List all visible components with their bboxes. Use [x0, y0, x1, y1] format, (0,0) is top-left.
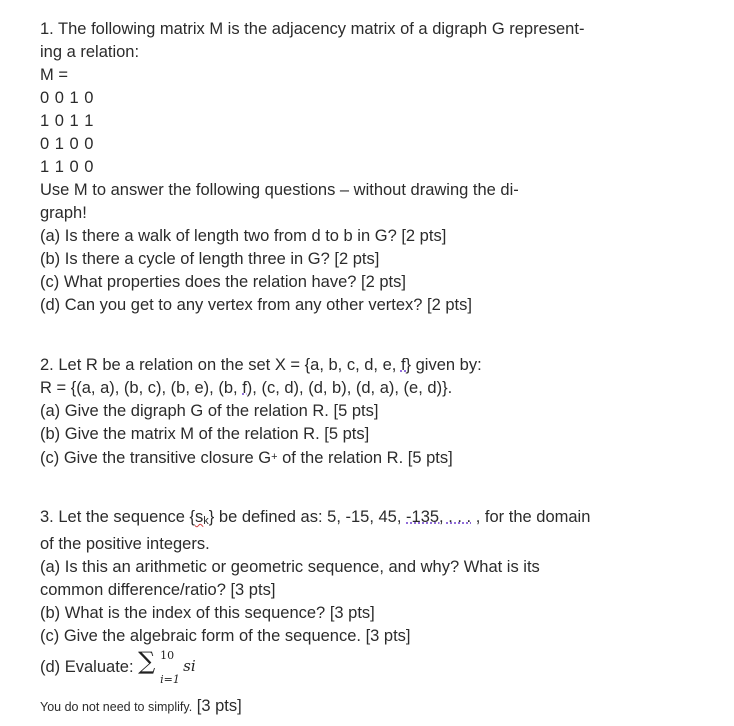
q2-part-c — [40, 446, 482, 470]
sum-term: si — [183, 657, 196, 675]
question-3 — [40, 506, 590, 719]
q2-relation — [40, 377, 482, 400]
q2-intro-text: 2. Let R be a relation on the set X = {a, b, c, d, e, — [40, 356, 401, 374]
q3-s: s — [195, 508, 204, 526]
adjacency-matrix — [40, 87, 584, 179]
sigma-symbol: ∑ — [138, 647, 156, 675]
q2-relation-pre: R = {(a, a), (b, c), (b, e), (b, — [40, 379, 243, 397]
q3-intro-post: , for the domain — [471, 508, 591, 526]
q3-intro-sequence-name — [195, 508, 209, 526]
q3-intro-line-2: of the positive integers. — [40, 535, 210, 553]
q1-intro-line-2: ing a relation: — [40, 43, 140, 61]
q1-part-b: (b) Is there a cycle of length three in G? [2 pts] — [40, 250, 380, 268]
q3-intro-pre: 3. Let the sequence { — [40, 508, 196, 526]
sum-upper-limit: 10 — [160, 649, 175, 662]
sum-lower-limit: i=1 — [160, 673, 180, 686]
q3-part-c: (c) Give the algebraic form of the sequence. [3 pts] — [40, 627, 411, 645]
question-1 — [40, 18, 584, 317]
q2-relation-f: f) — [242, 379, 253, 397]
q3-part-a-line-1: (a) Is this an arithmetic or geometric sequence, and why? What is its — [40, 558, 540, 576]
q3-part-d — [40, 647, 590, 686]
q2-intro-post: given by: — [411, 356, 482, 374]
q2-part-c-plus: + — [271, 451, 278, 463]
matrix-row-4: 1 1 0 0 — [40, 158, 94, 176]
q3-note — [40, 695, 590, 719]
q2-part-b: (b) Give the matrix M of the relation R. [5 pts] — [40, 425, 370, 443]
q3-intro-mid: } be defined as: 5, -15, 45, — [208, 508, 407, 526]
q1-intro-line-1: 1. The following matrix M is the adjacency matrix of a digraph G represent- — [40, 20, 585, 38]
q3-part-a-line-2: common difference/ratio? [3 pts] — [40, 581, 276, 599]
q2-part-c-post: of the relation R. [5 pts] — [277, 449, 453, 467]
q1-part-a: (a) Is there a walk of length two from d to b in G? [2 pts] — [40, 227, 447, 245]
q3-part-b: (b) What is the index of this sequence? [3 pts] — [40, 604, 375, 622]
q2-intro — [40, 354, 482, 377]
q2-relation-post: , (c, d), (d, b), (d, a), (e, d)}. — [252, 379, 453, 397]
q2-part-a: (a) Give the digraph G of the relation R. [5 pts] — [40, 402, 379, 420]
q3-k: k — [203, 515, 209, 527]
q1-part-d: (d) Can you get to any vertex from any other vertex? [2 pts] — [40, 296, 472, 314]
q3-intro — [40, 506, 590, 533]
summation-expression — [138, 647, 210, 686]
matrix-row-2: 1 0 1 1 — [40, 112, 94, 130]
q3-note-text: You do not need to simplify. — [40, 700, 193, 714]
q1-part-c: (c) What properties does the relation have? [2 pts] — [40, 273, 406, 291]
q3-part-d-label: (d) Evaluate: — [40, 658, 134, 676]
q3-intro-terms: -135, . . . — [406, 508, 472, 526]
q1-instructions-line-2: graph! — [40, 204, 87, 222]
matrix-row-1: 0 0 1 0 — [40, 89, 94, 107]
matrix-row-3: 0 1 0 0 — [40, 135, 94, 153]
q2-part-c-pre: (c) Give the transitive closure G — [40, 449, 272, 467]
question-2 — [40, 354, 482, 470]
q2-intro-f: f} — [400, 356, 412, 374]
q3-note-points: [3 pts] — [196, 697, 242, 715]
q1-instructions-line-1: Use M to answer the following questions – without drawing the di- — [40, 181, 519, 199]
matrix-label: M = — [40, 66, 68, 84]
